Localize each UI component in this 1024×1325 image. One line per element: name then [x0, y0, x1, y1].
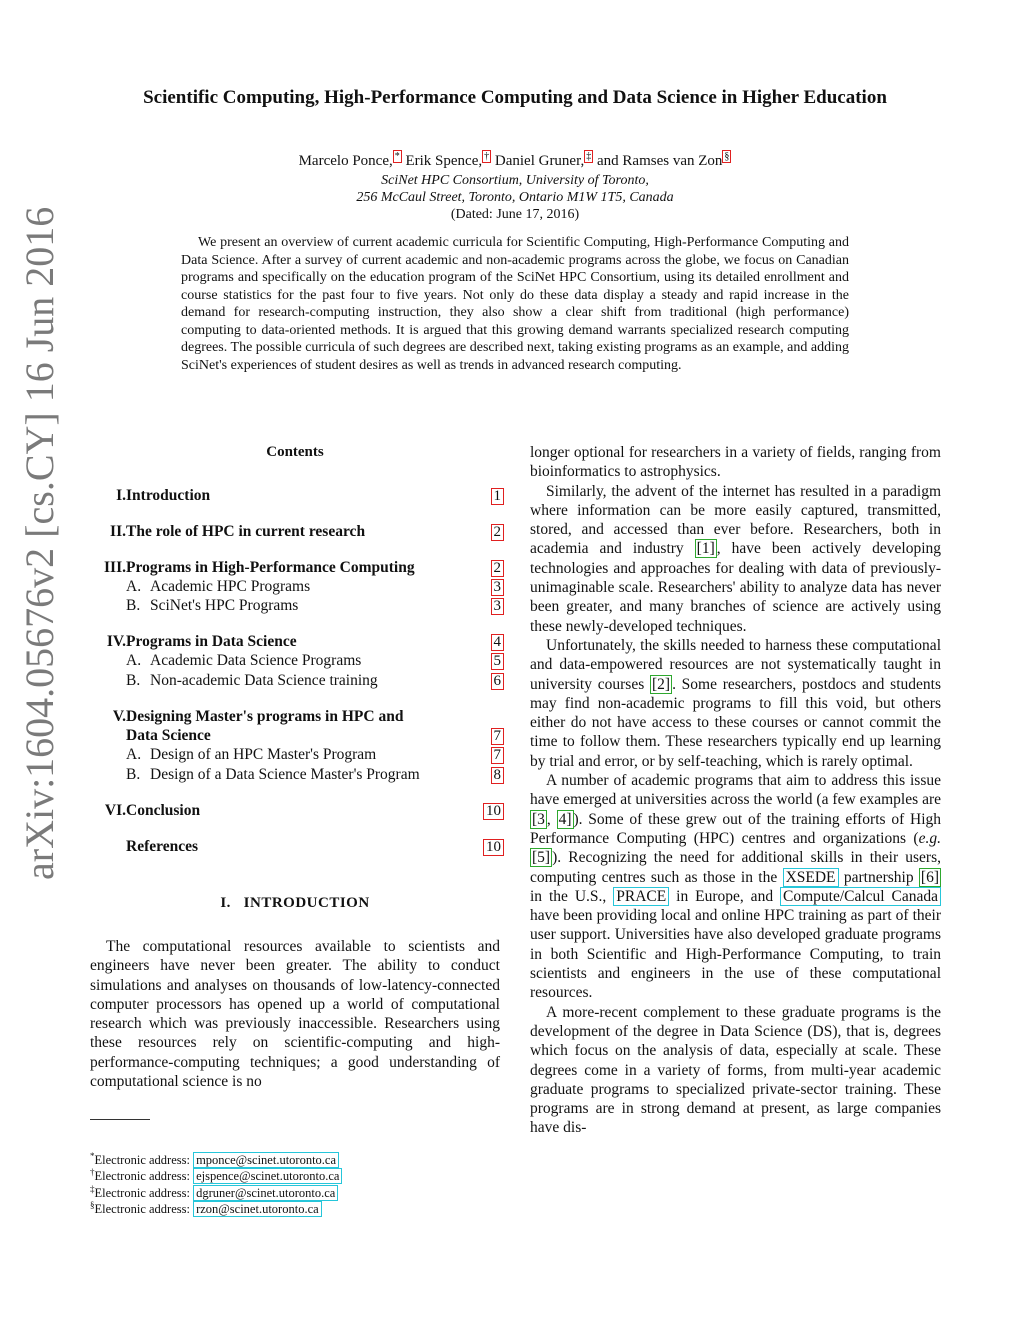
- citation-link[interactable]: [2]: [651, 675, 671, 693]
- toc-entry[interactable]: [90, 558, 510, 578]
- citation-link[interactable]: [6]: [920, 868, 939, 886]
- citation-link[interactable]: [1]: [696, 540, 715, 558]
- toc-subentry[interactable]: [90, 596, 510, 616]
- toc-sub-letter: A.: [126, 652, 142, 669]
- toc-entry[interactable]: [90, 632, 510, 652]
- toc-entry[interactable]: [90, 837, 510, 857]
- toc-entry[interactable]: [90, 801, 510, 821]
- toc-page-link[interactable]: 1: [491, 488, 505, 505]
- compute-canada-link[interactable]: Compute/Calcul Canada: [780, 887, 941, 906]
- date-line: (Dated: June 17, 2016): [450, 207, 580, 222]
- toc-page-link[interactable]: 2: [491, 560, 505, 577]
- right-column-text: [530, 443, 941, 1138]
- toc-label: Programs in High-Performance Computing: [126, 559, 415, 576]
- toc-entry[interactable]: [90, 707, 510, 727]
- paragraph: Unfortunately, the skills needed to harness these computational and data-empowered resources are not systematically taught in university courses [2] . Some researchers, postdocs and students may find non-academic programs to fill this void, but others either do not have access to these courses or cannot commit the time to follow them. These researchers typically end up learning by trial and error, or by self-teaching, which is rarely optimal.: [530, 636, 941, 770]
- paragraph: Similarly, the advent of the internet has resulted in a paradigm where information can be more easily captured, transmitted, stored, and accessed than ever before. Researchers, both in academia and industry [1] , have been actively developing technologies and approaches for dealing with data of previously-unimaginable scale. Researchers' ability to analyze data has never been greater, and many branches of science are actively using these newly-developed techniques.: [530, 482, 941, 635]
- affiliation: SciNet HPC Consortium, University of Toronto,: [381, 173, 649, 188]
- arxiv-stamp: arXiv:1604.05676v2 [cs.CY] 16 Jun 2016: [17, 206, 62, 880]
- section-title: INTRODUCTION: [243, 895, 370, 911]
- toc-sub-letter: A.: [126, 578, 142, 595]
- toc-label: Data Science: [126, 727, 211, 744]
- citation-link[interactable]: 4]: [558, 810, 572, 828]
- toc-label: Design of a Data Science Master's Program: [150, 766, 420, 783]
- section-heading: [90, 895, 500, 912]
- paper-title: Scientific Computing, High-Performance Computing and Data Science in Higher Education: [143, 87, 887, 108]
- toc-page-link[interactable]: 2: [491, 524, 505, 541]
- footnote-link[interactable]: ‡: [586, 151, 592, 162]
- paragraph: A more-recent complement to these graduate programs is the development of the degree in Data Science (DS), that is, degrees which focus on the analysis of data, especially at scale. These degrees come in a variety of forms, from multi-year academic graduate programs to specialized private-sector training. These programs are in strong demand at present, as large companies have dis-: [530, 1003, 941, 1137]
- email-link[interactable]: mponce@scinet.utoronto.ca: [193, 1152, 339, 1168]
- toc-entry-continued[interactable]: [90, 726, 510, 746]
- abstract: [181, 234, 849, 374]
- footnote-link[interactable]: §: [724, 151, 730, 162]
- toc-page-link[interactable]: 10: [483, 839, 504, 856]
- email-link[interactable]: dgruner@scinet.utoronto.ca: [193, 1185, 338, 1201]
- toc-number: I.: [116, 487, 126, 504]
- toc-number: II.: [110, 523, 126, 540]
- author-name: Daniel Gruner,: [494, 153, 585, 169]
- paragraph: A number of academic programs that aim to address this issue have emerged at universities across the world (a few examples are [3 , 4] ). Some of these grew out of the training efforts of High Performance Computing (HPC) centres and organizations (e.g. [5] ). Recognizing the need for additional skills in their users, computing centres such as those in the XSEDE partnership [6] in the U.S., PRACE in Europe, and Compute/Calcul Canada have been providing local and online HPC training as part of their user support. Universities have also developed graduate programs in both Scientific and High-Performance Computing, to train scientists and engineers in the use of these computational resources.: [530, 772, 942, 1002]
- paragraph: The computational resources available to scientists and engineers have never been greater. The ability to conduct simulations and analyses on thousands of low-latency-connected computer processors has opened up a world of computational research which was previously inaccessible. Researchers using these resources rely on scientific-computing and high-performance-computing techniques; a good understanding of computational science is no: [90, 938, 500, 1091]
- toc-number: VI.: [104, 802, 126, 819]
- email-link[interactable]: rzon@scinet.utoronto.ca: [193, 1201, 322, 1217]
- toc-label: References: [126, 838, 199, 855]
- toc-subentry[interactable]: [90, 651, 510, 671]
- toc-number: III.: [104, 559, 126, 576]
- prace-link[interactable]: PRACE: [613, 887, 669, 906]
- toc-number: V.: [112, 708, 126, 725]
- toc-label: SciNet's HPC Programs: [150, 597, 299, 614]
- toc-entry[interactable]: [90, 486, 510, 506]
- toc-subentry[interactable]: [90, 745, 510, 765]
- toc-sub-letter: A.: [126, 746, 142, 763]
- paragraph: longer optional for researchers in a variety of fields, ranging from bioinformatics to astrophysics.: [530, 444, 941, 481]
- toc-sub-letter: B.: [126, 672, 141, 689]
- toc-label: Introduction: [126, 487, 211, 504]
- footnote-link[interactable]: †: [484, 151, 490, 162]
- footnote-link[interactable]: *: [394, 151, 400, 162]
- toc-page-link[interactable]: 7: [491, 747, 505, 764]
- toc-subentry[interactable]: [90, 671, 510, 691]
- toc-page-link[interactable]: 7: [491, 728, 505, 745]
- toc-label: The role of HPC in current research: [126, 523, 366, 540]
- author-list: [120, 152, 910, 170]
- author-name: Erik Spence,: [405, 153, 483, 169]
- toc-label: Academic Data Science Programs: [150, 652, 362, 669]
- citation-link[interactable]: [5]: [532, 849, 551, 867]
- toc-label: Conclusion: [126, 802, 201, 819]
- section-number: I.: [220, 895, 231, 911]
- toc-page-link[interactable]: 4: [491, 634, 505, 651]
- footnote: †Electronic address: ejspence@scinet.utoronto.ca: [90, 1164, 342, 1184]
- toc-label: Design of an HPC Master's Program: [150, 746, 377, 763]
- toc-label: Designing Master's programs in HPC and: [126, 708, 404, 725]
- toc-sub-letter: B.: [126, 766, 141, 783]
- footnote-rule: [90, 1119, 150, 1120]
- author-name: Marcelo Ponce,: [298, 153, 393, 169]
- toc-page-link[interactable]: 5: [491, 653, 505, 670]
- toc-page-link[interactable]: 3: [491, 598, 505, 615]
- footnote: §Electronic address: rzon@scinet.utoronto.ca: [90, 1197, 322, 1217]
- affiliation-address: 256 McCaul Street, Toronto, Ontario M1W 1T5, Canada: [356, 190, 674, 205]
- footnote: *Electronic address: mponce@scinet.utoronto.ca: [90, 1148, 339, 1168]
- toc-number: IV.: [106, 633, 126, 650]
- toc-label: Programs in Data Science: [126, 633, 297, 650]
- toc-heading: Contents: [266, 444, 324, 460]
- left-column-text: [90, 937, 500, 1091]
- toc-entry[interactable]: [90, 522, 510, 542]
- footnote: ‡Electronic address: dgruner@scinet.utoronto.ca: [90, 1181, 338, 1201]
- toc-label: Non-academic Data Science training: [150, 672, 378, 689]
- toc-page-link[interactable]: 10: [483, 803, 504, 820]
- email-link[interactable]: ejspence@scinet.utoronto.ca: [193, 1168, 342, 1184]
- toc-page-link[interactable]: 8: [491, 767, 505, 784]
- author-name: and Ramses van Zon: [597, 153, 723, 169]
- xsede-link[interactable]: XSEDE: [783, 868, 839, 887]
- abstract-text: We present an overview of current academic curricula for Scientific Computing, High-Performance Computing and Data Science. After a survey of current academic and non-academic programs across the globe, we focus on Canadian programs and specifically on the education program of the SciNet HPC Consortium, using its detailed enrollment and course statistics for the past four to five years. Not only do these data display a steady and rapid increase in the demand for research-computing instruction, they also show a clear shift from traditional (high performance) computing to data-oriented methods. It is argued that this growing demand warrants specialized research computing degrees. The possible curricula of such degrees are described next, taking existing programs as an example, and adding SciNet's experiences of student desires as well as trends in advanced research computing.: [181, 235, 849, 373]
- toc-subentry[interactable]: [90, 765, 510, 785]
- toc-sub-letter: B.: [126, 597, 141, 614]
- toc-page-link[interactable]: 6: [491, 673, 505, 690]
- toc-label: Academic HPC Programs: [150, 578, 311, 595]
- toc-subentry[interactable]: [90, 577, 510, 597]
- toc-page-link[interactable]: 3: [491, 579, 505, 596]
- citation-link[interactable]: [3: [532, 810, 545, 828]
